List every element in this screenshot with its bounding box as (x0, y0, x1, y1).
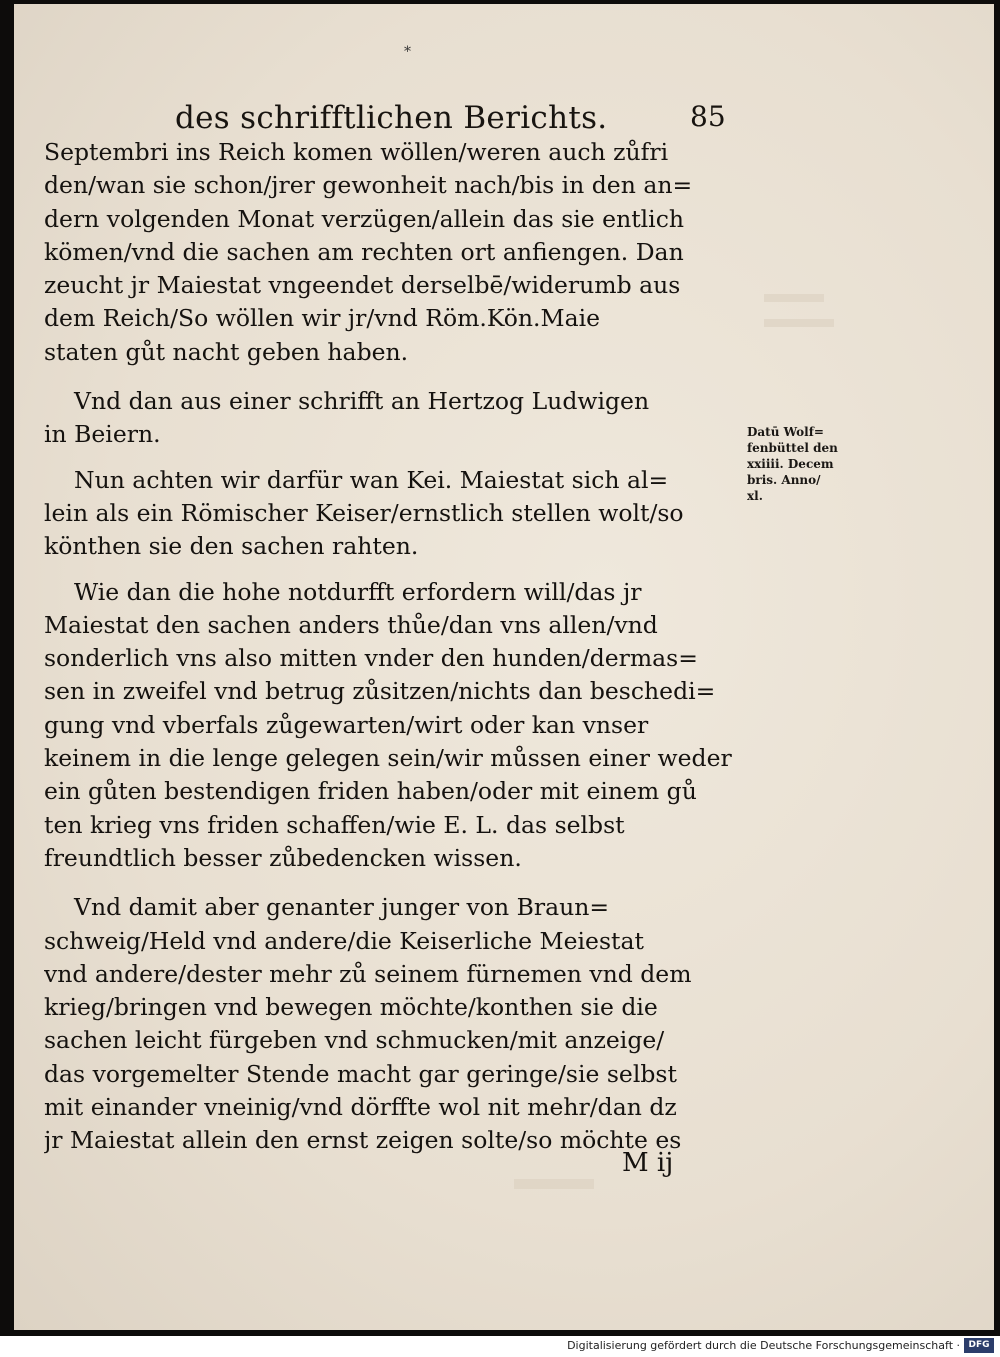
text-line: staten gůt nacht geben haben. (44, 337, 409, 366)
paragraph-1 (44, 136, 764, 369)
text-line: mit einander vneinig/vnd dörffte wol nit mehr/dan dz (44, 1093, 677, 1122)
text-line: Wie dan die hohe notdurfft erfordern will/das jr (74, 577, 642, 606)
text-line: sonderlich vns also mitten vnder den hunden/dermas= (44, 644, 698, 673)
bleed-through-mark (764, 319, 834, 327)
text-line: schweig/Held vnd andere/die Keiserliche Meiestat (44, 926, 644, 955)
text-line: Maiestat den sachen anders thůe/dan vns allen/vnd (44, 610, 658, 639)
page-number: 85 (690, 100, 726, 133)
text-line: keinem in die lenge gelegen sein/wir můssen einer weder (44, 744, 732, 773)
bleed-through-mark (514, 1179, 594, 1189)
text-line: jr Maiestat allein den ernst zeigen solte/so möchte es (44, 1126, 682, 1155)
text-line: ten krieg vns friden schaffen/wie E. L. das selbst (44, 810, 625, 839)
signature-mark-bottom: M ij (622, 1148, 674, 1178)
text-line: kömen/vnd die sachen am rechten ort anfiengen. Dan (44, 237, 684, 266)
dfg-logo: DFG (964, 1338, 994, 1353)
text-line: den/wan sie schon/jrer gewonheit nach/bis in den an= (44, 171, 693, 200)
text-line: sen in zweifel vnd betrug zůsitzen/nichts dan beschedi= (44, 677, 716, 706)
marginal-line: Datū Wolf= (747, 425, 824, 439)
paragraph-4 (44, 576, 764, 876)
text-line: Vnd damit aber genanter junger von Braun= (74, 893, 610, 922)
marginal-line: bris. Anno/ (747, 473, 821, 487)
text-line: ein gůten bestendigen friden haben/oder mit einem gů (44, 777, 697, 806)
marginal-line: fenbüttel den (747, 441, 838, 455)
marginal-line: xxiiii. Decem (747, 457, 834, 471)
text-line: das vorgemelter Stende macht gar geringe/sie selbst (44, 1059, 677, 1088)
signature-mark: * (404, 44, 411, 60)
marginal-line: xl. (747, 489, 763, 503)
funding-credit: Digitalisierung gefördert durch die Deutsche Forschungsgemeinschaft · (567, 1339, 960, 1352)
text-line: lein als ein Römischer Keiser/ernstlich stellen wolt/so (44, 498, 684, 527)
bleed-through-mark (764, 294, 824, 302)
marginal-note (747, 424, 857, 504)
running-head: des schrifftlichen Berichts. (175, 100, 608, 136)
text-line: Septembri ins Reich komen wöllen/weren auch zůfri (44, 138, 669, 166)
text-line: dern volgenden Monat verzügen/allein das sie entlich (44, 204, 684, 233)
text-line: Vnd dan aus einer schrifft an Hertzog Ludwigen (74, 387, 650, 416)
text-line: zeucht jr Maiestat vngeendet derselbē/widerumb aus (44, 271, 681, 300)
paragraph-2 (44, 385, 764, 452)
body-text (44, 136, 764, 1158)
text-line: gung vnd vberfals zůgewarten/wirt oder kan vnser (44, 710, 649, 739)
paragraph-3 (44, 464, 764, 564)
text-line: in Beiern. (44, 420, 161, 449)
text-line: vnd andere/dester mehr zů seinem fürnemen vnd dem (44, 959, 692, 988)
text-line: freundtlich besser zůbedencken wissen. (44, 843, 522, 872)
paragraph-5 (44, 891, 764, 1157)
text-line: sachen leicht fürgeben vnd schmucken/mit anzeige/ (44, 1026, 665, 1055)
text-line: Nun achten wir darfür wan Kei. Maiestat sich al= (74, 465, 669, 494)
text-line: krieg/bringen vnd bewegen möchte/konthen sie die (44, 993, 658, 1022)
footer-bar (0, 1336, 1000, 1357)
text-line: könthen sie den sachen rahten. (44, 532, 419, 561)
text-line: dem Reich/So wöllen wir jr/vnd Röm.Kön.Maie (44, 304, 601, 333)
